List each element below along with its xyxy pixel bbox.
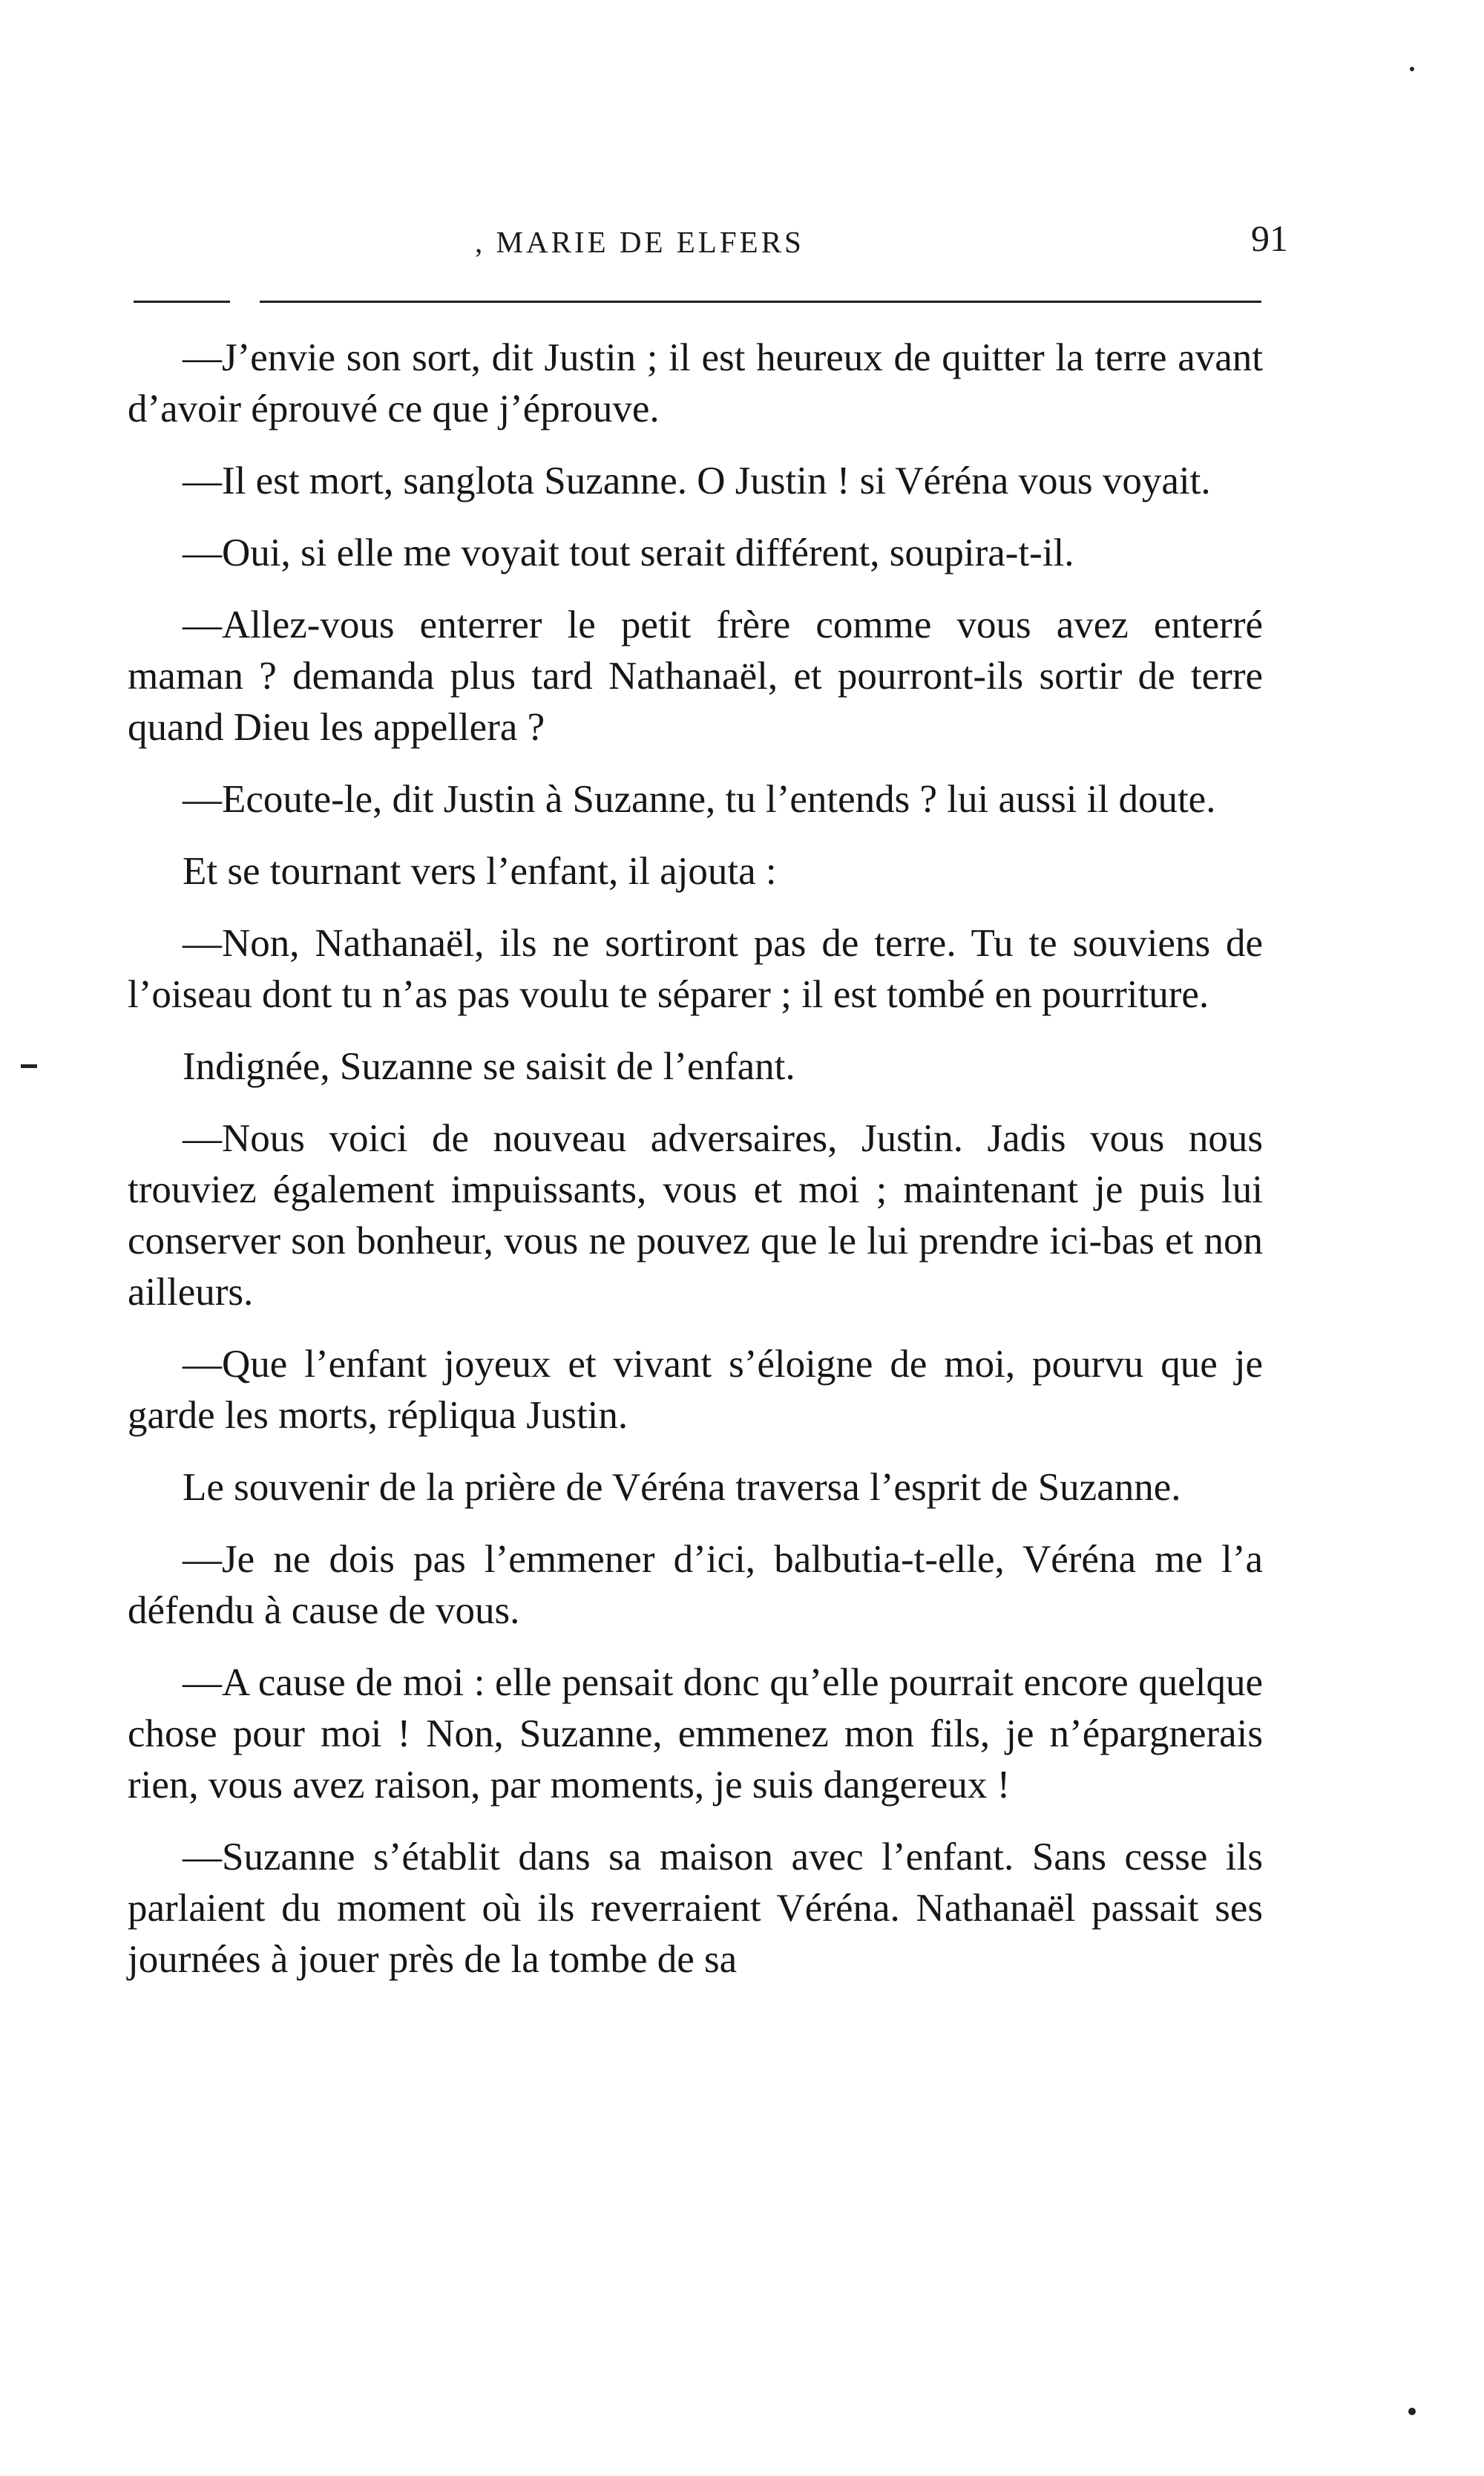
margin-mark <box>21 1064 37 1068</box>
paragraph: —Ecoute-le, dit Justin à Suzanne, tu l’entends ? lui aussi il doute. <box>183 778 1216 821</box>
paragraph: —Allez-vous enterrer le petit frère comme vous avez enterré maman ? demanda plus tard Nathanaël, et pourront-ils sortir de terre quand Dieu les appellera ? <box>128 603 1263 749</box>
paragraph: —Je ne dois pas l’emmener d’ici, balbutia-t-elle, Véréna me l’a défendu à cause de vous. <box>128 1538 1263 1632</box>
paragraph: —J’envie son sort, dit Justin ; il est heureux de quitter la terre avant d’avoir éprouvé ce que j’éprouve. <box>128 336 1263 430</box>
running-head: , MARIE DE ELFERS <box>475 225 804 259</box>
body-text <box>128 333 1263 2006</box>
page-number: 91 <box>1251 217 1288 259</box>
paragraph: —Il est mort, sanglota Suzanne. O Justin ! si Véréna vous voyait. <box>183 459 1211 502</box>
paragraph: —Oui, si elle me voyait tout serait différent, soupira-t-il. <box>183 531 1074 574</box>
header-rule-short <box>134 301 230 303</box>
paragraph: Le souvenir de la prière de Véréna traversa l’esprit de Suzanne. <box>183 1466 1181 1509</box>
paragraph: —Nous voici de nouveau adversaires, Justin. Jadis vous nous trouviez également impuissants, vous et moi ; maintenant je puis lui conserver son bonheur, vous ne pouvez que le lui prendre ici-bas et non ailleurs. <box>128 1117 1263 1314</box>
paragraph: Indignée, Suzanne se saisit de l’enfant. <box>183 1045 795 1088</box>
scan-speck <box>1408 2408 1416 2415</box>
paragraph: —Suzanne s’établit dans sa maison avec l’enfant. Sans cesse ils parlaient du moment où ils reverraient Véréna. Nathanaël passait ses journées à jouer près de la tombe de sa <box>128 1835 1263 1981</box>
paragraph: —Que l’enfant joyeux et vivant s’éloigne de moi, pourvu que je garde les morts, répliqua Justin. <box>128 1343 1263 1437</box>
paragraph: —Non, Nathanaël, ils ne sortiront pas de terre. Tu te souviens de l’oiseau dont tu n’as pas voulu te séparer ; il est tombé en pourriture. <box>128 922 1263 1016</box>
paragraph: —A cause de moi : elle pensait donc qu’elle pourrait encore quelque chose pour moi ! Non, Suzanne, emmenez mon fils, je n’épargnerais rien, vous avez raison, par moments, je suis dangereux ! <box>128 1661 1263 1807</box>
header-rule <box>260 301 1261 303</box>
scan-speck <box>1410 67 1414 71</box>
paragraph: Et se tournant vers l’enfant, il ajouta : <box>183 850 777 893</box>
